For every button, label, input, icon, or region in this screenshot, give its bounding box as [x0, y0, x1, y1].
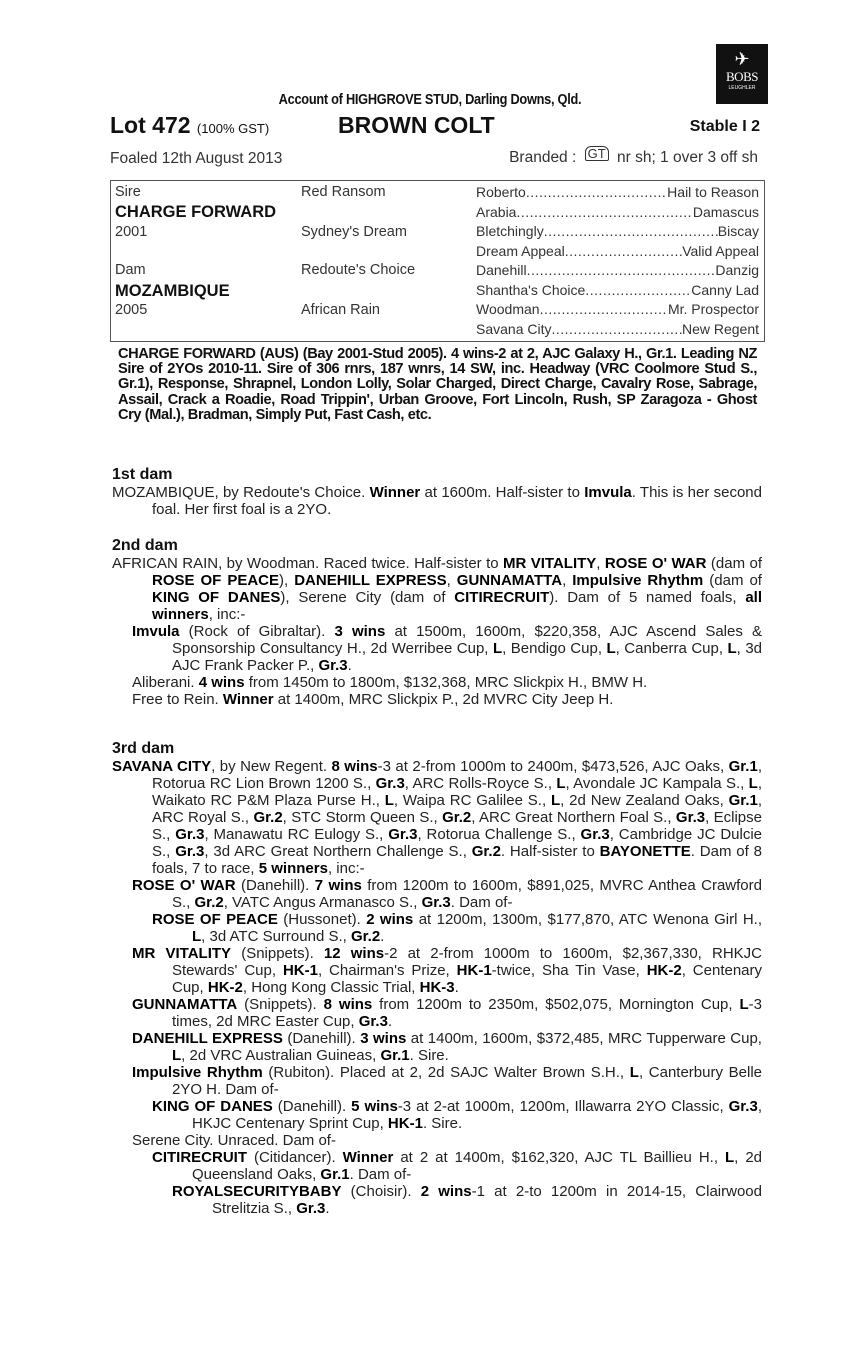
text: . Dam of 8 foals, 7 to race,	[152, 843, 762, 877]
text: (Hussonet).	[277, 911, 367, 928]
text: . Dam of-	[450, 894, 513, 911]
bold-text: L	[629, 1064, 639, 1081]
bold-text: Impulsive Rhythm	[572, 572, 704, 589]
text: , inc:-	[208, 606, 246, 623]
text: , HKJC Centenary Sprint Cup,	[192, 1098, 762, 1132]
section-heading: 1st dam	[112, 466, 173, 483]
bold-text: Winner	[222, 691, 274, 708]
text: (dam of	[706, 555, 762, 572]
horse-name: Savana City	[476, 320, 552, 337]
text: , Eclipse S.,	[152, 809, 762, 843]
bold-text: Gr.2	[350, 928, 381, 945]
text: -3 times, 2d MRC Easter Cup,	[172, 996, 762, 1030]
bold-text: SAVANA CITY	[112, 758, 212, 775]
bold-text: L	[748, 775, 758, 792]
dam-label: Dam	[115, 262, 146, 278]
bold-text: KING OF DANES	[152, 1098, 273, 1115]
leader-dots	[544, 223, 718, 239]
great-grandparent-row	[476, 301, 759, 317]
bold-text: Gr.3	[296, 1200, 326, 1217]
foaled-date: Foaled 12th August 2013	[110, 150, 283, 167]
bold-text: ROSE OF PEACE	[152, 911, 278, 928]
text: at 1400m, MRC Slickpix P., 2d MVRC City Jeep H.	[273, 691, 614, 708]
produce-record	[152, 911, 762, 945]
gst-note: (100% GST)	[196, 121, 270, 136]
text: (Citidancer).	[247, 1149, 343, 1166]
sire-summary: CHARGE FORWARD (AUS) (Bay 2001-Stud 2005). 4 wins-2 at 2, AJC Galaxy H., Gr.1. Leading NZ Sire of 2YOs 2010-11. Sire of 306 rnrs, 187 wnrs, 14 SW, inc. Headway (VRC Coolmore Stud S., Gr.1), Response, Shrapnel, London Lolly, Solar Charged, Direct Charge, Cavalry Rose, Sabrage, Assail, Crack a Roadie, Road Trippin', Urban Groove, Fort Lincoln, Rush, SP Zaragoza - Ghost Cry (Mal.), Bradman, Simply Put, Fast Cash, etc.	[118, 346, 757, 423]
bold-text: Gr.3	[358, 1013, 388, 1030]
sire-name: CHARGE FORWARD	[115, 203, 277, 221]
horse-description: BROWN COLT	[338, 112, 495, 138]
text: (Snippets).	[237, 996, 324, 1013]
text: ),	[279, 572, 295, 589]
great-grandparent-row	[476, 262, 759, 278]
text: (Danehill).	[272, 1098, 352, 1115]
dam-section	[112, 537, 762, 708]
text: at 1400m, 1600m, $372,485, MRC Tupperware Cup,	[406, 1030, 762, 1047]
produce-record	[132, 623, 762, 674]
produce-record	[132, 1030, 762, 1064]
bold-text: 2 wins	[420, 1183, 472, 1200]
horse-sire: Biscay	[717, 223, 759, 239]
leader-dots	[540, 301, 668, 317]
text: , Hong Kong Classic Trial,	[242, 979, 420, 996]
lot-number	[110, 112, 269, 139]
dam-year: 2005	[115, 302, 148, 318]
bold-text: Gr.3	[175, 826, 205, 843]
bold-text: 3 wins	[334, 623, 386, 640]
horse-sire: New Regent	[681, 320, 759, 337]
bold-text: Imvula	[584, 484, 632, 501]
text: , Waipa RC Galilee S.,	[393, 792, 551, 809]
great-grandparent-row	[476, 223, 759, 239]
produce-record	[132, 1064, 762, 1098]
text: ). Dam of 5 named foals,	[549, 589, 746, 606]
dam-dam: African Rain	[301, 302, 380, 318]
text: (Rubiton). Placed at 2, 2d SAJC Walter Brown S.H.,	[262, 1064, 630, 1081]
section-heading: 2nd dam	[112, 537, 178, 554]
text: .	[454, 979, 459, 996]
produce-record	[112, 555, 762, 623]
text: ), Serene City (dam of	[280, 589, 455, 606]
bold-text: Gr.3	[421, 894, 451, 911]
granddam: Sydney's Dream	[301, 224, 407, 240]
text: AFRICAN RAIN, by Woodman. Raced twice. Half-sister to	[112, 555, 503, 572]
text: Aliberani.	[132, 674, 199, 691]
bold-text: ROSE O' WAR	[132, 877, 236, 894]
text: , Canterbury Belle 2YO H. Dam of-	[172, 1064, 762, 1098]
text: , Waikato RC P&M Plaza Purse H.,	[152, 775, 762, 809]
text: (dam of	[703, 572, 762, 589]
text: . Sire.	[422, 1115, 463, 1132]
horse-name: Dream Appeal	[476, 242, 565, 259]
text: (Snippets).	[231, 945, 324, 962]
bold-text: ROSE OF PEACE	[152, 572, 280, 589]
text: from 1450m to 1800m, $132,368, MRC Slickpix H., BMW H.	[244, 674, 648, 691]
logo-subtext: LEUGHLER	[728, 85, 756, 91]
horse-sire: Danzig	[715, 262, 759, 278]
bold-text: 5 winners	[258, 860, 328, 877]
text: ,	[596, 555, 605, 572]
bold-text: Gr.3	[175, 843, 205, 860]
vendor-account: Account of HIGHGROVE STUD, Darling Downs, Qld.	[278, 92, 582, 108]
text: at 1500m, 1600m, $220,358, AJC Ascend Sales & Sponsorship Consultancy H., 2d Werribee Cup,	[172, 623, 762, 657]
text: , ARC Royal S.,	[152, 792, 762, 826]
bold-text: Winner	[369, 484, 421, 501]
horse-sire: Valid Appeal	[682, 242, 759, 259]
produce-record	[132, 1132, 762, 1149]
horse-name: Danehill	[476, 262, 527, 278]
lot-header	[110, 112, 760, 140]
text: , ARC Great Northern Foal S.,	[471, 809, 676, 826]
bold-text: HK-2	[646, 962, 682, 979]
bold-text: Gr.3	[318, 657, 348, 674]
bold-text: HK-3	[419, 979, 455, 996]
horse-name: Bletchingly	[476, 223, 544, 239]
horse-name: Woodman	[476, 301, 540, 317]
bold-text: L	[739, 996, 749, 1013]
text: , Cambridge JC Dulcie S.,	[152, 826, 763, 860]
produce-record	[172, 1183, 762, 1217]
dam-name: MOZAMBIQUE	[115, 282, 230, 300]
bold-text: CITIRECRUIT	[454, 589, 550, 606]
bold-text: Gr.1	[320, 1166, 350, 1183]
stable-number: Stable I 2	[689, 118, 760, 135]
text: at 2 at 1400m, $162,320, AJC TL Baillieu H.,	[393, 1149, 725, 1166]
leader-dots	[527, 262, 716, 278]
text: . Dam of-	[349, 1166, 412, 1183]
text: , Bendigo Cup,	[502, 640, 607, 657]
bold-text: all winners	[152, 589, 763, 623]
bold-text: HK-1	[456, 962, 492, 979]
text: (Choisir).	[341, 1183, 421, 1200]
produce-record	[112, 484, 762, 518]
produce-record	[132, 996, 762, 1030]
bold-text: MR VITALITY	[132, 945, 232, 962]
horse-sire: Mr. Prospector	[667, 301, 759, 317]
bold-text: L	[550, 792, 561, 809]
text: Free to Rein.	[132, 691, 223, 708]
leader-dots	[526, 184, 667, 200]
horse-sire: Canny Lad	[691, 281, 759, 298]
text: , Rotorua Challenge S.,	[417, 826, 581, 843]
horse-name: Shantha's Choice	[476, 281, 586, 298]
bold-text: Gr.3	[728, 1098, 758, 1115]
bold-text: Gr.2	[253, 809, 283, 826]
section-heading: 3rd dam	[112, 740, 175, 757]
text: , 3d ARC Great Northern Challenge S.,	[204, 843, 472, 860]
bold-text: DANEHILL EXPRESS	[132, 1030, 283, 1047]
text: , Chairman's Prize,	[317, 962, 457, 979]
bold-text: Gr.3	[580, 826, 610, 843]
text: Serene City. Unraced. Dam of-	[132, 1132, 336, 1149]
pedigree-table	[110, 180, 765, 342]
text: -1 at 2-to 1200m in 2014-15, Clairwood Strelitzia S.,	[212, 1183, 762, 1217]
text: , Manawatu RC Eulogy S.,	[204, 826, 389, 843]
bold-text: 12 wins	[323, 945, 385, 962]
text: from 1200m to 1600m, $891,025, MVRC Anthea Crawford S.,	[172, 877, 762, 911]
great-grandparent-row	[476, 321, 759, 337]
text: (Rock of Gibraltar).	[179, 623, 335, 640]
great-grandparent-row	[476, 243, 759, 259]
text: .	[387, 1013, 393, 1030]
text: , 3d ATC Surround S.,	[201, 928, 351, 945]
dam-sire: Redoute's Choice	[301, 262, 416, 278]
bold-text: Gr.1	[728, 792, 758, 809]
dam-section	[112, 740, 762, 1217]
bold-text: HK-1	[387, 1115, 423, 1132]
bold-text: 2 wins	[366, 911, 414, 928]
bold-text: ROSE O' WAR	[604, 555, 707, 572]
text: -3 at 2-from 1000m to 2400m, $473,526, AJC Oaks,	[377, 758, 729, 775]
horse-name: Arabia	[476, 203, 517, 220]
text: , 3d AJC Frank Packer P.,	[172, 640, 763, 674]
sire-year: 2001	[115, 224, 148, 240]
bold-text: 5 wins	[351, 1098, 398, 1115]
text: , VATC Angus Armanasco S.,	[223, 894, 422, 911]
text: from 1200m to 2350m, $502,075, Mornington Cup,	[372, 996, 740, 1013]
bold-text: 7 wins	[314, 877, 362, 894]
text: , Rotorua RC Lion Brown 1200 S.,	[152, 758, 762, 792]
great-grandparent-row	[476, 282, 759, 298]
text: , STC Storm Queen S.,	[282, 809, 443, 826]
bold-text: Winner	[342, 1149, 394, 1166]
produce-record	[152, 1098, 762, 1132]
lot-label: Lot 472	[110, 112, 191, 138]
text: at 1600m. Half-sister to	[420, 484, 585, 501]
bold-text: L	[725, 1149, 735, 1166]
horse-sire: Hail to Reason	[667, 184, 759, 200]
bird-icon: ✈	[734, 49, 750, 69]
bold-text: Gr.2	[471, 843, 501, 860]
bold-text: L	[556, 775, 566, 792]
text: .	[347, 657, 352, 674]
text: at 1200m, 1300m, $177,870, ATC Wenona Girl H.,	[413, 911, 762, 928]
bold-text: ROYALSECURITYBABY	[172, 1183, 342, 1200]
bold-text: L	[492, 640, 503, 657]
bold-text: CITIRECRUIT	[152, 1149, 247, 1166]
bold-text: 4 wins	[198, 674, 245, 691]
dam-section	[112, 466, 762, 518]
text: (Danehill).	[235, 877, 315, 894]
text: . Half-sister to	[500, 843, 600, 860]
leader-dots	[565, 243, 682, 259]
produce-record	[152, 1149, 762, 1183]
text: , 2d New Zealand Oaks,	[560, 792, 729, 809]
produce-record	[132, 877, 762, 911]
text: . Sire.	[409, 1047, 449, 1064]
brand-text: nr sh; 1 over 3 off sh	[616, 149, 758, 166]
bold-text: L	[192, 928, 202, 945]
bold-text: Gr.3	[675, 809, 706, 826]
grandsire: Red Ransom	[301, 184, 386, 200]
bold-text: 8 wins	[323, 996, 373, 1013]
horse-sire: Damascus	[692, 203, 759, 220]
text: (Danehill).	[282, 1030, 361, 1047]
bold-text: 8 wins	[331, 758, 378, 775]
produce-record	[132, 691, 762, 708]
text: .	[380, 928, 385, 945]
text: , Canberra Cup,	[615, 640, 728, 657]
text: , by New Regent.	[211, 758, 332, 775]
logo-text: BOBS	[726, 69, 758, 84]
leader-dots	[585, 282, 691, 298]
text: -twice, Sha Tin Vase,	[491, 962, 647, 979]
brand-info	[509, 146, 758, 167]
text: MOZAMBIQUE, by Redoute's Choice.	[112, 484, 370, 501]
bold-text: DANEHILL EXPRESS	[294, 572, 447, 589]
text: , 2d VRC Australian Guineas,	[181, 1047, 381, 1064]
bold-text: KING OF DANES	[152, 589, 281, 606]
text: , inc:-	[327, 860, 365, 877]
bold-text: L	[727, 640, 737, 657]
bold-text: HK-1	[282, 962, 318, 979]
sire-label: Sire	[115, 184, 141, 200]
bold-text: Gr.1	[380, 1047, 410, 1064]
text: .	[325, 1200, 330, 1217]
bold-text: L	[606, 640, 616, 657]
great-grandparent-row	[476, 204, 759, 220]
bold-text: GUNNAMATTA	[132, 996, 238, 1013]
bold-text: BAYONETTE	[599, 843, 691, 860]
brand-mark-icon: GT	[585, 146, 609, 161]
bold-text: L	[172, 1047, 182, 1064]
produce-record	[132, 674, 762, 691]
bold-text: Gr.1	[728, 758, 758, 775]
bold-text: Gr.3	[388, 826, 418, 843]
bold-text: Gr.2	[442, 809, 472, 826]
produce-record	[112, 758, 762, 877]
bold-text: HK-2	[207, 979, 243, 996]
text: , ARC Rolls-Royce S.,	[404, 775, 557, 792]
bold-text: MR VITALITY	[503, 555, 597, 572]
text: ,	[562, 572, 573, 589]
leader-dots	[551, 321, 681, 337]
bold-text: GUNNAMATTA	[456, 572, 563, 589]
text: -3 at 2-at 1000m, 1200m, Illawarra 2YO Classic,	[397, 1098, 729, 1115]
text: , Avondale JC Kampala S.,	[565, 775, 749, 792]
horse-name: Roberto	[476, 184, 526, 200]
leader-dots	[516, 204, 692, 220]
text: . This is her second foal. Her first foal is a 2YO.	[152, 484, 762, 518]
bold-text: 3 wins	[360, 1030, 407, 1047]
text: , 2d Queensland Oaks,	[192, 1149, 763, 1183]
text: , Centenary Cup,	[172, 962, 763, 996]
bold-text: Gr.3	[375, 775, 405, 792]
bold-text: L	[384, 792, 394, 809]
text: ,	[446, 572, 457, 589]
bold-text: Imvula	[132, 623, 180, 640]
branded-label: Branded :	[509, 149, 577, 166]
text: -2 at 2-from 1000m to 1600m, $2,367,330, RHKJC Stewards' Cup,	[172, 945, 762, 979]
bold-text: Impulsive Rhythm	[132, 1064, 263, 1081]
produce-record	[132, 945, 762, 996]
bold-text: Gr.2	[194, 894, 224, 911]
great-grandparent-row	[476, 184, 759, 200]
